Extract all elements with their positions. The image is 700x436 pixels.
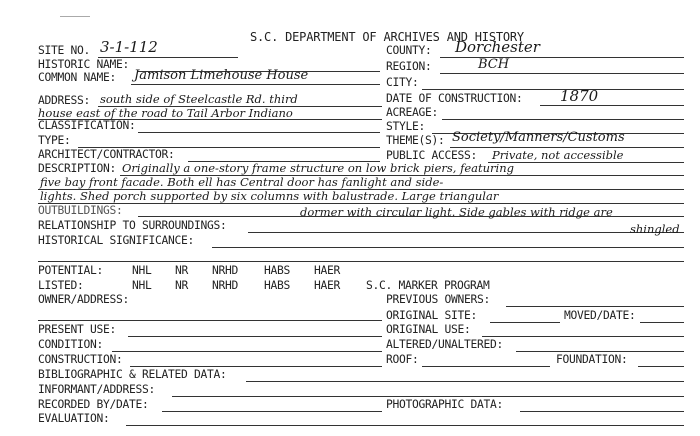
photographic-data-line xyxy=(520,411,684,412)
listed-habs: HABS xyxy=(264,279,291,292)
altered-label: ALTERED/UNALTERED: xyxy=(386,338,504,351)
bibliographic-line xyxy=(246,381,684,382)
foundation-label: FOUNDATION: xyxy=(556,353,628,366)
common-name-label: COMMON NAME: xyxy=(38,71,117,84)
city-line xyxy=(422,89,684,90)
potential-habs: HABS xyxy=(264,264,291,277)
acreage-line xyxy=(442,119,684,120)
condition-label: CONDITION: xyxy=(38,338,104,351)
roof-line xyxy=(422,366,550,367)
listed-label: LISTED: xyxy=(38,279,84,292)
description-value-3: lights. Shed porch supported by six columns with balustrade. Large triangular xyxy=(40,189,499,203)
previous-owners-line xyxy=(506,306,684,307)
original-use-label: ORIGINAL USE: xyxy=(386,323,471,336)
photographic-data-label: PHOTOGRAPHIC DATA: xyxy=(386,398,504,411)
description-label: DESCRIPTION: xyxy=(38,162,117,175)
listed-nrhd: NRHD xyxy=(212,279,239,292)
county-line xyxy=(440,57,684,58)
county-value: Dorchester xyxy=(455,38,540,56)
city-label: CITY: xyxy=(386,76,419,89)
date-construction-value: 1870 xyxy=(560,87,599,105)
classification-line xyxy=(138,132,380,133)
potential-haer: HAER xyxy=(314,264,341,277)
listed-haer: HAER xyxy=(314,279,341,292)
architect-label: ARCHITECT/CONTRACTOR: xyxy=(38,148,175,161)
potential-label: POTENTIAL: xyxy=(38,264,104,277)
marker-program-label: S.C. MARKER PROGRAM xyxy=(366,279,490,292)
department-header: S.C. DEPARTMENT OF ARCHIVES AND HISTORY xyxy=(250,30,524,44)
recorded-by-line xyxy=(162,411,382,412)
description-value-4: dormer with circular light. Side gables with ridge are xyxy=(300,205,613,219)
address-label: ADDRESS: xyxy=(38,94,91,107)
themes-value: Society/Manners/Customs xyxy=(452,130,625,145)
potential-nhl: NHL xyxy=(132,264,152,277)
construction-line xyxy=(130,366,382,367)
bibliographic-label: BIBLIOGRAPHIC & RELATED DATA: xyxy=(38,368,227,381)
acreage-label: ACREAGE: xyxy=(386,106,439,119)
moved-date-label: MOVED/DATE: xyxy=(564,309,636,322)
common-name-value: Jamison Limehouse House xyxy=(134,68,309,83)
potential-nrhd: NRHD xyxy=(212,264,239,277)
owner-address-label: OWNER/ADDRESS: xyxy=(38,293,130,306)
section-divider xyxy=(38,261,684,262)
historical-significance-label: HISTORICAL SIGNIFICANCE: xyxy=(38,234,195,247)
relationship-label: RELATIONSHIP TO SURROUNDINGS: xyxy=(38,219,227,232)
themes-label: THEME(S): xyxy=(386,134,445,147)
date-construction-label: DATE OF CONSTRUCTION: xyxy=(386,92,523,105)
listed-nhl: NHL xyxy=(132,279,152,292)
recorded-by-label: RECORDED BY/DATE: xyxy=(38,398,149,411)
corner-mark xyxy=(60,16,90,17)
style-label: STYLE: xyxy=(386,120,426,133)
evaluation-label: EVALUATION: xyxy=(38,412,110,425)
listed-nr: NR xyxy=(175,279,189,292)
description-value-5: shingled xyxy=(630,222,680,236)
public-access-label: PUBLIC ACCESS: xyxy=(386,149,478,162)
site-no-label: SITE NO. xyxy=(38,44,91,57)
informant-line xyxy=(172,396,684,397)
historic-name-label: HISTORIC NAME: xyxy=(38,58,130,71)
region-label: REGION: xyxy=(386,60,432,73)
address-value-1: south side of Steelcastle Rd. third xyxy=(100,92,298,106)
region-value: BCH xyxy=(478,57,510,72)
public-access-value: Private, not accessible xyxy=(492,148,624,162)
classification-label: CLASSIFICATION: xyxy=(38,119,136,132)
county-label: COUNTY: xyxy=(386,44,432,57)
roof-label: ROOF: xyxy=(386,353,419,366)
type-label: TYPE: xyxy=(38,134,71,147)
foundation-line xyxy=(638,366,684,367)
public-access-line xyxy=(488,162,684,163)
moved-date-line xyxy=(640,322,684,323)
common-name-line xyxy=(131,84,380,85)
construction-label: CONSTRUCTION: xyxy=(38,353,123,366)
owner-address-line xyxy=(38,320,382,321)
site-no-value: 3-1-112 xyxy=(100,38,158,56)
historical-significance-line xyxy=(212,247,684,248)
description-value-2: five bay front facade. Both ell has Central door has fanlight and side- xyxy=(40,175,444,189)
condition-line xyxy=(112,351,382,352)
original-site-line xyxy=(490,322,560,323)
previous-owners-label: PREVIOUS OWNERS: xyxy=(386,293,491,306)
potential-nr: NR xyxy=(175,264,189,277)
evaluation-line xyxy=(126,425,684,426)
present-use-line xyxy=(128,336,382,337)
address-value-2: house east of the road to Tail Arbor Indiano xyxy=(38,106,293,120)
description-line-3 xyxy=(38,203,684,204)
description-value-1: Originally a one-story frame structure on low brick piers, featuring xyxy=(122,161,515,175)
informant-label: INFORMANT/ADDRESS: xyxy=(38,383,156,396)
altered-line xyxy=(516,351,684,352)
date-construction-line xyxy=(540,105,684,106)
original-site-label: ORIGINAL SITE: xyxy=(386,309,478,322)
original-use-line xyxy=(482,336,684,337)
relationship-line xyxy=(248,232,684,233)
present-use-label: PRESENT USE: xyxy=(38,323,117,336)
region-line xyxy=(440,73,684,74)
outbuildings-label: OUTBUILDINGS: xyxy=(38,204,123,217)
